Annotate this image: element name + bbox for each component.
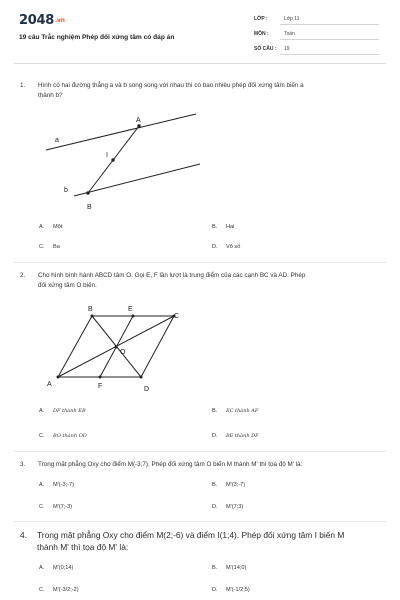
point-A bbox=[57, 376, 60, 379]
option-text: Vô số bbox=[226, 244, 241, 250]
option-text: Ba bbox=[53, 244, 60, 250]
logo-suffix: .vn bbox=[54, 17, 65, 24]
option-label: A. bbox=[39, 408, 45, 414]
question-text-line1: Hình có hai đường thẳng a và b song song với nhau thì có bao nhiêu phép đối xứng tâm biến a bbox=[38, 82, 304, 89]
option-text: M'(7;3) bbox=[226, 504, 244, 510]
meta-subject-key: MÔN : bbox=[254, 31, 269, 37]
question-divider bbox=[14, 262, 386, 263]
question-number: 3. bbox=[20, 461, 26, 468]
point-O bbox=[115, 346, 118, 349]
question-text-line2: thành b? bbox=[38, 92, 63, 99]
point-E bbox=[132, 315, 135, 318]
option-math: BE thành DF bbox=[226, 433, 259, 439]
meta-underline bbox=[280, 54, 379, 55]
option-label: D. bbox=[212, 587, 218, 593]
option-label: A. bbox=[39, 565, 45, 571]
option-label: A. bbox=[39, 224, 45, 230]
option-text: Một bbox=[53, 224, 63, 230]
option-1a[interactable] bbox=[39, 224, 62, 230]
meta-class-key: LỚP : bbox=[254, 16, 268, 22]
label-D: D bbox=[144, 386, 150, 393]
option-math: EC thành AF bbox=[226, 408, 259, 414]
option-label: B. bbox=[212, 482, 218, 488]
option-2c[interactable] bbox=[39, 433, 87, 439]
label-A: A bbox=[47, 381, 52, 388]
figure-parallelogram bbox=[40, 300, 200, 400]
option-4b[interactable] bbox=[212, 565, 246, 571]
option-label: B. bbox=[212, 224, 218, 230]
option-label: B. bbox=[212, 565, 218, 571]
option-label: C. bbox=[39, 587, 45, 593]
option-3b[interactable] bbox=[212, 482, 245, 488]
question-number: 4. bbox=[20, 530, 27, 540]
logo-text: 2048 bbox=[19, 13, 54, 28]
figure-parallel-lines bbox=[40, 110, 210, 214]
label-a: a bbox=[55, 137, 59, 144]
option-label: C. bbox=[39, 433, 45, 439]
question-text-line1: Trong mặt phẳng Oxy cho điểm M(2;-6) và điểm I(1;4). Phép đối xứng tâm I biến M bbox=[37, 530, 345, 540]
line-b bbox=[74, 164, 200, 196]
option-text: M'(-3;-7) bbox=[53, 482, 74, 488]
label-I: I bbox=[106, 152, 108, 159]
point-F bbox=[99, 376, 102, 379]
question-text-line2: thành M' thì tọa độ M' là: bbox=[37, 542, 129, 552]
point-B bbox=[86, 191, 89, 194]
meta-subject-value: Toán bbox=[284, 31, 295, 37]
meta-subject bbox=[254, 31, 379, 37]
option-3a[interactable] bbox=[39, 482, 74, 488]
option-text: Hai bbox=[226, 224, 235, 230]
meta-class bbox=[254, 16, 379, 22]
site-logo[interactable] bbox=[19, 13, 65, 28]
option-2b[interactable] bbox=[212, 408, 258, 414]
option-4c[interactable] bbox=[39, 587, 79, 593]
meta-count bbox=[254, 46, 379, 52]
question-text-line1: Cho hình bình hành ABCD tâm O. Gọi E, F lần lượt là trung điểm của các cạnh BC và AD. Phép bbox=[38, 272, 306, 279]
meta-underline bbox=[280, 24, 379, 25]
label-C: C bbox=[174, 313, 180, 320]
option-math: BO thành OD bbox=[53, 433, 87, 439]
option-4a[interactable] bbox=[39, 565, 73, 571]
option-1d[interactable] bbox=[212, 244, 240, 250]
option-2d[interactable] bbox=[212, 433, 259, 439]
meta-count-key: SỐ CÂU : bbox=[254, 46, 277, 52]
question-text-line2: đối xứng tâm O biến. bbox=[38, 282, 97, 289]
option-1b[interactable] bbox=[212, 224, 234, 230]
option-text: M'(0;14) bbox=[53, 565, 74, 571]
option-text: M'(7;-3) bbox=[53, 504, 73, 510]
question-divider bbox=[14, 521, 386, 522]
label-A: A bbox=[136, 117, 141, 124]
option-label: A. bbox=[39, 482, 45, 488]
label-B: B bbox=[88, 306, 93, 313]
question-2 bbox=[20, 271, 380, 293]
option-label: C. bbox=[39, 244, 45, 250]
label-E: E bbox=[128, 306, 133, 313]
label-F: F bbox=[98, 383, 103, 390]
option-text: M'(3;-7) bbox=[226, 482, 246, 488]
option-label: B. bbox=[212, 408, 218, 414]
question-number: 1. bbox=[20, 82, 26, 89]
meta-count-value: 19 bbox=[284, 46, 290, 52]
document-title: 19 câu Trắc nghiệm Phép đối xứng tâm có đáp án bbox=[19, 34, 175, 41]
option-label: C. bbox=[39, 504, 45, 510]
option-1c[interactable] bbox=[39, 244, 60, 250]
option-label: D. bbox=[212, 433, 218, 439]
point-I bbox=[111, 158, 114, 161]
option-text: M'(-3/2;-2) bbox=[53, 587, 79, 593]
point-A bbox=[137, 124, 140, 127]
option-label: D. bbox=[212, 504, 218, 510]
question-4 bbox=[20, 530, 385, 554]
option-label: D. bbox=[212, 244, 218, 250]
option-text: M'(-1/2;5) bbox=[226, 587, 250, 593]
option-3c[interactable] bbox=[39, 504, 72, 510]
question-number: 2. bbox=[20, 272, 26, 279]
question-divider bbox=[14, 451, 386, 452]
question-3 bbox=[20, 460, 380, 471]
label-B: B bbox=[87, 204, 92, 211]
point-D bbox=[140, 376, 143, 379]
label-O: O bbox=[120, 349, 126, 356]
option-2a[interactable] bbox=[39, 408, 86, 414]
option-4d[interactable] bbox=[212, 587, 250, 593]
option-text: M'(14;0) bbox=[226, 565, 247, 571]
header-divider bbox=[14, 63, 386, 64]
label-b: b bbox=[64, 187, 68, 194]
question-text-line1: Trong mặt phẳng Oxy cho điểm M(-3;7). Phép đối xứng tâm O biến M thành M' thì tọa độ M' là: bbox=[38, 461, 303, 468]
line-a bbox=[46, 114, 196, 150]
meta-underline bbox=[280, 39, 379, 40]
question-1 bbox=[20, 81, 380, 103]
point-B bbox=[91, 315, 94, 318]
meta-class-value: Lớp 11 bbox=[284, 16, 300, 22]
option-math: DF thành EB bbox=[53, 408, 86, 414]
option-3d[interactable] bbox=[212, 504, 243, 510]
